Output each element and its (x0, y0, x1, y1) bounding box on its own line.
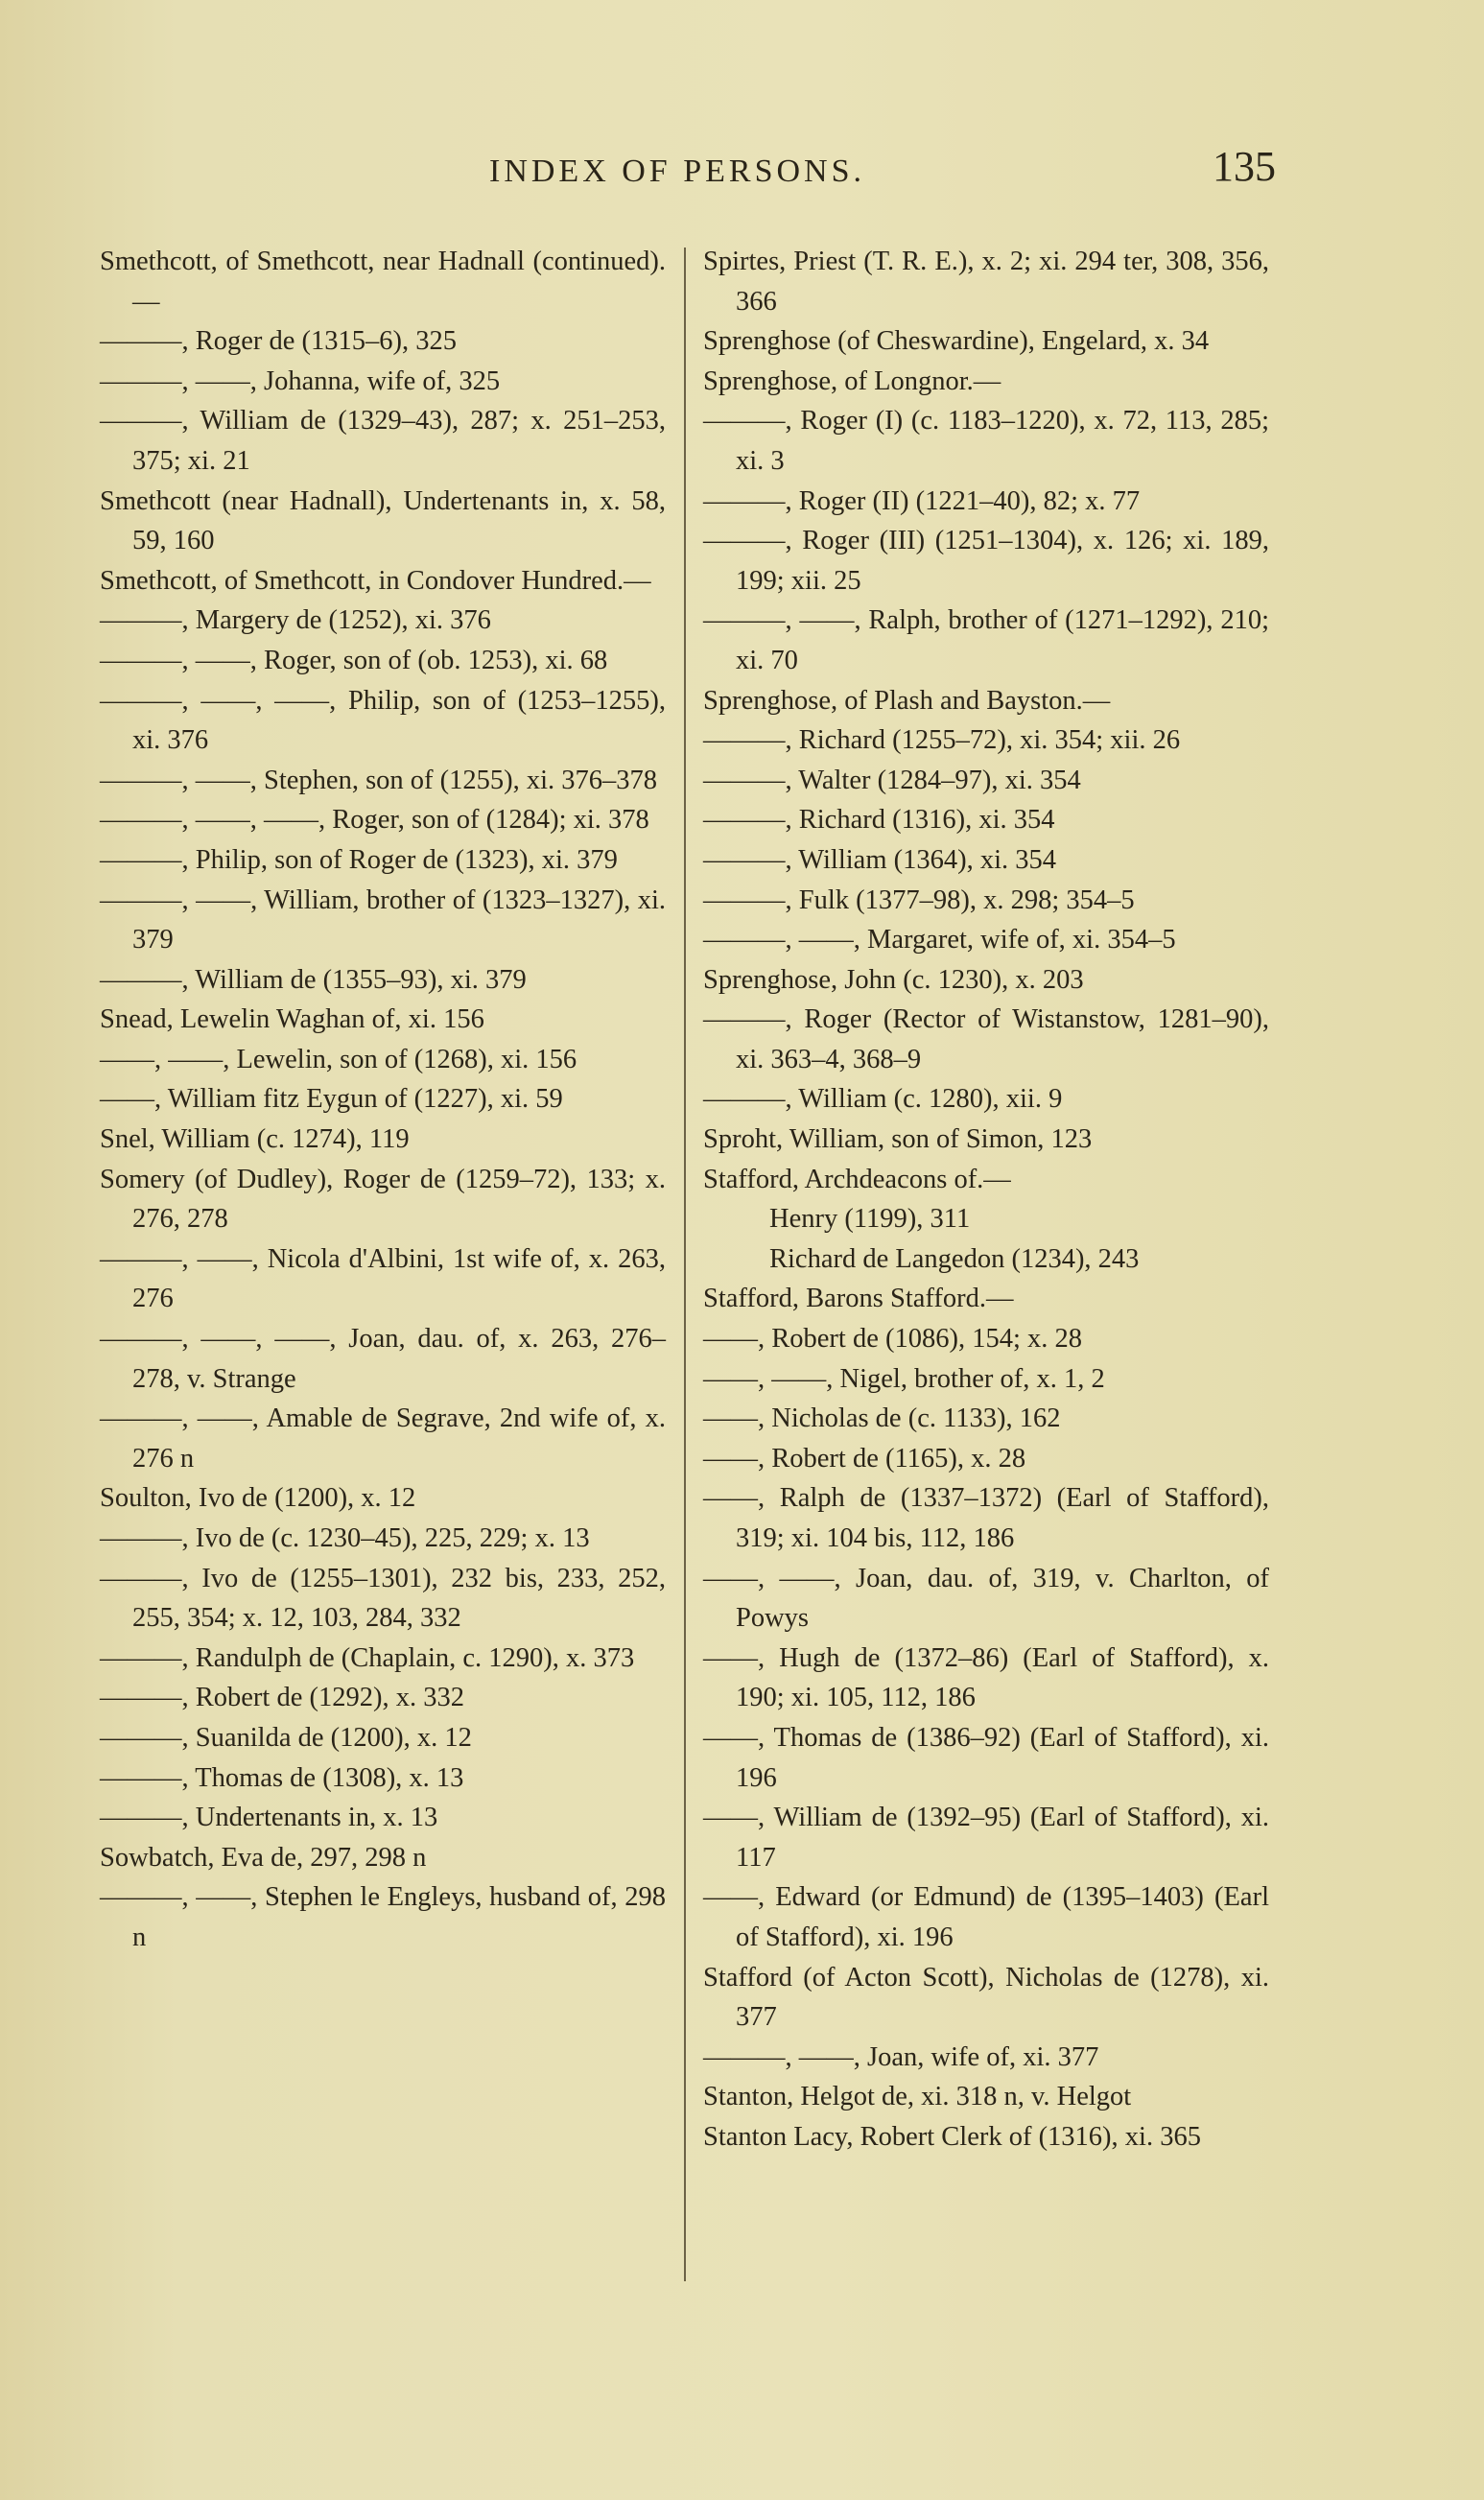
index-entry: ———, Richard (1255–72), xi. 354; xii. 26 (703, 725, 1181, 756)
index-entry: ———, ——, Roger, son of (ob. 1253), xi. 68 (100, 645, 608, 675)
page-number: 135 (1213, 143, 1276, 190)
index-entry: Snead, Lewelin Waghan of, xi. 156 (100, 1004, 484, 1035)
index-entry: ———, Undertenants in, x. 13 (100, 1803, 438, 1833)
index-entry: Smethcott, of Smethcott, near Hadnall (continued).— (100, 247, 666, 317)
index-entry: Soulton, Ivo de (1200), x. 12 (100, 1483, 416, 1514)
index-entry: ——, Nicholas de (c. 1133), 162 (703, 1403, 1061, 1434)
index-entry: ———, ——, ——, Philip, son of (1253–1255), xi. 376 (100, 685, 666, 756)
index-entry: ——, ——, Joan, dau. of, 319, v. Charlton, of Powys (703, 1563, 1269, 1634)
index-entry: Smethcott, of Smethcott, in Condover Hundred.— (100, 565, 651, 596)
index-entry: ———, Walter (1284–97), xi. 354 (703, 765, 1081, 795)
index-entry: ———, Roger (I) (c. 1183–1220), x. 72, 113, 285; xi. 3 (703, 406, 1269, 476)
index-entry: ——, ——, Nigel, brother of, x. 1, 2 (703, 1363, 1105, 1394)
index-entry: Sproht, William, son of Simon, 123 (703, 1124, 1093, 1155)
index-entry: ———, ——, Ralph, brother of (1271–1292), 210; xi. 70 (703, 605, 1269, 675)
index-entry: Sprenghose, of Plash and Bayston.— (703, 685, 1111, 716)
page-header (96, 143, 1276, 211)
index-entry: ———, Roger de (1315–6), 325 (100, 326, 458, 357)
index-entry: ——, Hugh de (1372–86) (Earl of Stafford), x. 190; xi. 105, 112, 186 (703, 1642, 1269, 1713)
index-entry: ———, ——, Stephen, son of (1255), xi. 376–378 (100, 765, 658, 795)
index-entry: Sprenghose (of Cheswardine), Engelard, x. 34 (703, 326, 1210, 357)
index-entry: ———, William de (1329–43), 287; x. 251–253, 375; xi. 21 (100, 406, 666, 476)
index-entry: ———, Robert de (1292), x. 332 (100, 1683, 464, 1713)
index-entry: Stafford (of Acton Scott), Nicholas de (1278), xi. 377 (703, 1962, 1269, 2033)
column-divider (684, 248, 686, 2281)
index-entry: ———, Richard (1316), xi. 354 (703, 805, 1055, 836)
index-entry: ——, Thomas de (1386–92) (Earl of Stafford), xi. 196 (703, 1722, 1269, 1793)
index-entry: ———, William (c. 1280), xii. 9 (703, 1084, 1063, 1115)
index-entry: ———, Roger (II) (1221–40), 82; x. 77 (703, 485, 1141, 516)
index-entry: ———, ——, Joan, wife of, xi. 377 (703, 2041, 1099, 2072)
index-entry: ——, William fitz Eygun of (1227), xi. 59 (100, 1084, 563, 1115)
running-title: INDEX OF PERSONS. (489, 153, 865, 189)
index-entry: ———, William de (1355–93), xi. 379 (100, 964, 527, 995)
index-entry: ——, Robert de (1165), x. 28 (703, 1443, 1026, 1474)
index-entry: Sprenghose, John (c. 1230), x. 203 (703, 964, 1084, 995)
index-entry: Smethcott (near Hadnall), Undertenants in, x. 58, 59, 160 (100, 485, 666, 556)
index-entry: ———, ——, ——, Joan, dau. of, x. 263, 276–278, v. Strange (100, 1324, 666, 1394)
index-entry: ———, ——, Johanna, wife of, 325 (100, 366, 501, 396)
index-entry: Stanton Lacy, Robert Clerk of (1316), xi. 365 (703, 2121, 1201, 2152)
index-entry: Richard de Langedon (1234), 243 (769, 1243, 1140, 1274)
index-entry: ———, ——, Margaret, wife of, xi. 354–5 (703, 925, 1176, 955)
index-entry: ———, Fulk (1377–98), x. 298; 354–5 (703, 884, 1135, 915)
index-entry: Spirtes, Priest (T. R. E.), x. 2; xi. 294 ter, 308, 356, 366 (703, 247, 1269, 317)
index-entry: ——, William de (1392–95) (Earl of Stafford), xi. 117 (703, 1803, 1269, 1873)
index-entry: Stafford, Barons Stafford.— (703, 1284, 1014, 1314)
index-entry: ——, Ralph de (1337–1372) (Earl of Stafford), 319; xi. 104 bis, 112, 186 (703, 1483, 1269, 1553)
index-entry: ———, ——, William, brother of (1323–1327), xi. 379 (100, 884, 666, 955)
index-entry: ———, ——, Stephen le Engleys, husband of, 298 n (100, 1882, 666, 1952)
index-entry: Sprenghose, of Longnor.— (703, 366, 1001, 396)
right-column (703, 242, 1269, 2158)
index-entry: Stanton, Helgot de, xi. 318 n, v. Helgot (703, 2082, 1132, 2112)
index-entry: Snel, William (c. 1274), 119 (100, 1124, 410, 1155)
index-entry: ———, Roger (Rector of Wistanstow, 1281–90), xi. 363–4, 368–9 (703, 1004, 1269, 1074)
index-entry: Sowbatch, Eva de, 297, 298 n (100, 1842, 427, 1873)
index-entry: ———, William (1364), xi. 354 (703, 844, 1057, 875)
index-entry: ———, Margery de (1252), xi. 376 (100, 605, 491, 636)
index-entry: ———, ——, Nicola d'Albini, 1st wife of, x. 263, 276 (100, 1243, 666, 1314)
index-entry: ——, ——, Lewelin, son of (1268), xi. 156 (100, 1044, 577, 1074)
index-entry: Somery (of Dudley), Roger de (1259–72), 133; x. 276, 278 (100, 1164, 666, 1235)
index-entry: ———, Philip, son of Roger de (1323), xi. 379 (100, 844, 618, 875)
index-entry: ———, Suanilda de (1200), x. 12 (100, 1722, 472, 1753)
index-entry: ———, Ivo de (1255–1301), 232 bis, 233, 252, 255, 354; x. 12, 103, 284, 332 (100, 1563, 666, 1634)
index-entry: ———, Roger (III) (1251–1304), x. 126; xi. 189, 199; xii. 25 (703, 526, 1269, 596)
index-entry: ———, ——, Amable de Segrave, 2nd wife of, x. 276 n (100, 1403, 666, 1474)
index-entry: ——, Edward (or Edmund) de (1395–1403) (Earl of Stafford), xi. 196 (703, 1882, 1269, 1952)
index-entry: ——, Robert de (1086), 154; x. 28 (703, 1324, 1082, 1355)
index-entry: Henry (1199), 311 (769, 1204, 971, 1235)
index-entry: ———, Randulph de (Chaplain, c. 1290), x. 373 (100, 1642, 635, 1673)
index-entry: ———, ——, ——, Roger, son of (1284); xi. 378 (100, 805, 649, 836)
index-entry: Stafford, Archdeacons of.— (703, 1164, 1011, 1194)
index-entry: ———, Ivo de (c. 1230–45), 225, 229; x. 13 (100, 1523, 590, 1553)
index-entry: ———, Thomas de (1308), x. 13 (100, 1762, 464, 1793)
left-column (100, 242, 666, 1958)
